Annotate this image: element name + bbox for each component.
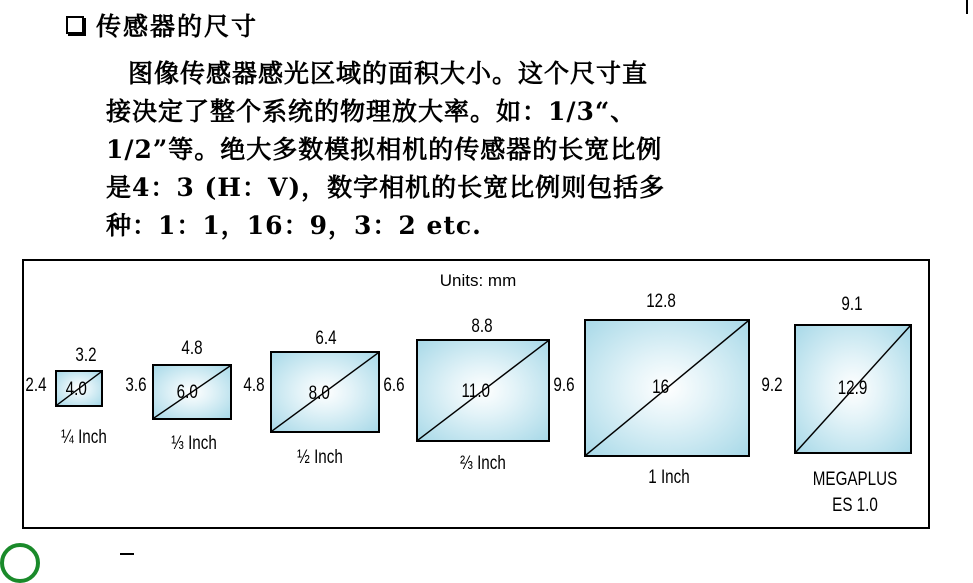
sensor-height-label: 4.8 xyxy=(243,375,265,396)
checkbox-bullet-icon xyxy=(66,16,84,34)
sensor-height-label: 9.2 xyxy=(761,375,783,396)
corner-mark xyxy=(966,0,968,14)
sensor-name-label: MEGAPLUS ES 1.0 xyxy=(812,469,898,516)
sensor-rect xyxy=(794,324,912,454)
green-circle-icon xyxy=(0,543,40,583)
sensor-width-label: 6.4 xyxy=(315,328,337,349)
paragraph-line: 1/2”等。绝大多数模拟相机的传感器的长宽比例 xyxy=(106,135,663,164)
sensor-width-label: 3.2 xyxy=(75,345,97,366)
sensor-diagonal-label: 11.0 xyxy=(461,381,491,402)
sensor-rect xyxy=(270,351,380,433)
units-label: Units: mm xyxy=(439,271,517,290)
sensor-rect xyxy=(416,339,550,442)
sensor-name-label: 1 Inch xyxy=(648,467,690,488)
sensor-width-label: 9.1 xyxy=(841,294,863,315)
sensor-width-label: 8.8 xyxy=(471,316,493,337)
sensor-height-label: 2.4 xyxy=(25,375,47,396)
sensor-height-label: 6.6 xyxy=(383,375,405,396)
sensor-diagonal-label: 12.9 xyxy=(837,378,868,399)
sensor-rect xyxy=(584,319,750,457)
paragraph-line: 种：1：1，16：9，3：2 etc. xyxy=(106,211,482,240)
heading-text: 传感器的尺寸 xyxy=(96,12,259,41)
sensor-size-figure xyxy=(22,259,930,529)
section-heading xyxy=(66,8,258,42)
paragraph-line: 图像传感器感光区域的面积大小。这个尺寸直 xyxy=(128,59,649,88)
sensor-name-label: ½ Inch xyxy=(297,447,343,468)
sensor-width-label: 4.8 xyxy=(181,338,203,359)
paragraph-line: 接决定了整个系统的物理放大率。如：1/3“、 xyxy=(106,97,637,126)
sensor-rect xyxy=(55,370,103,407)
sensor-name-label: ¼ Inch xyxy=(61,427,107,448)
sensor-height-label: 9.6 xyxy=(553,375,575,396)
description-paragraph xyxy=(106,55,806,245)
sensor-width-label: 12.8 xyxy=(646,291,676,312)
sensor-diagonal-label: 4.0 xyxy=(65,379,87,400)
paragraph-line: 是4：3 (H：V)，数字相机的长宽比例则包括多 xyxy=(106,173,666,202)
sensor-diagonal-label: 16 xyxy=(652,377,670,398)
sensor-diagonal-label: 6.0 xyxy=(176,382,198,403)
sensor-name-label: ⅔ Inch xyxy=(460,453,506,474)
sensor-diagonal-label: 8.0 xyxy=(308,383,330,404)
sensor-rect xyxy=(152,364,232,420)
dash-mark xyxy=(120,553,134,555)
sensor-name-label: ⅓ Inch xyxy=(171,433,217,454)
sensor-height-label: 3.6 xyxy=(125,375,147,396)
